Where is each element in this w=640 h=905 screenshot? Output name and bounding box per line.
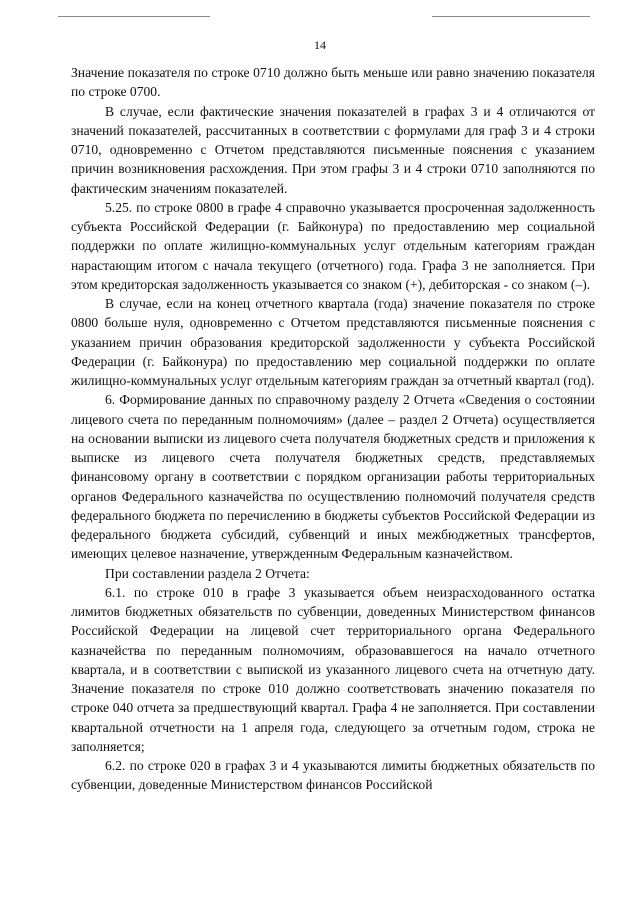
scan-edge-line-right [432, 16, 590, 17]
paragraph-0800-explanation: В случае, если на конец отчетного квартала (года) значение показателя по строке 0800 больше нуля, одновременно с Отчетом представляются письменные пояснения с указанием причин образования кредиторской задолженности у субъекта Российской Федерации (г. Байконура) по предоставлению мер социальной поддержки по оплате жилищно-коммунальных услуг отдельным категориям граждан за отчетный квартал (год). [71, 296, 595, 388]
paragraph-6-1: 6.1. по строке 010 в графе 3 указывается объем неизрасходованного остатка лимитов бюджетных обязательств по субвенции, доведенных Министерством финансов Российской Федерации на лицевой счет территориального органа Федерального казначейства по переданным полномочиям, образовавшегося на начало отчетного квартала, и в соответствии с выпиской из указанного лицевого счета на отчетную дату. Значение показателя по строке 010 должно соответствовать значению показателя по строке 040 отчета за предшествующий квартал. Графа 4 не заполняется. При составлении квартальной отчетности на 1 апреля года, следующего за отчетным годом, строка не заполняется; [71, 584, 595, 754]
paragraph-6: 6. Формирование данных по справочному разделу 2 Отчета «Сведения о состоянии лицевого счета по переданным полномочиям» (далее – раздел 2 Отчета) осуществляется на основании выписки из лицевого счета получателя бюджетных средств и приложения к выписке из лицевого счета получателя бюджетных средств, представляемых финансовому органу в соответствии с порядком организации работы территориальных органов Федерального казначейства по осуществлению полномочий получателя средств федерального бюджета по перечислению в бюджеты субъектов Российской Федерации из федерального бюджета субсидий, субвенций и иных межбюджетных трансфертов, имеющих целевое назначение, утвержденным Федеральным казначейством. [71, 392, 595, 562]
paragraph-section2-intro: При составлении раздела 2 Отчета: [105, 565, 310, 581]
document-body [71, 63, 595, 795]
page-number: 14 [314, 38, 326, 52]
paragraph-0700-continuation: Значение показателя по строке 0710 должно быть меньше или равно значению показателя по строке 0700. [71, 65, 595, 100]
scan-edge-line-left [58, 16, 210, 17]
paragraph-6-2: 6.2. по строке 020 в графах 3 и 4 указываются лимиты бюджетных обязательств по субвенции, доведенные Министерством финансов Российской [71, 758, 595, 793]
paragraph-0710-discrepancy: В случае, если фактические значения показателей в графах 3 и 4 отличаются от значений показателей, рассчитанных в соответствии с формулами для граф 3 и 4 строки 0710, одновременно с Отчетом представляются письменные пояснения с указанием причин возникновения расхождения. При этом графы 3 и 4 строки 0710 заполняются по фактическим значениям показателей. [71, 103, 595, 196]
paragraph-5-25: 5.25. по строке 0800 в графе 4 справочно указывается просроченная задолженность субъекта Российской Федерации (г. Байконура) по предоставлению мер социальной поддержки по оплате жилищно-коммунальных услуг отдельным категориям граждан нарастающим итогом с начала текущего (отчетного) года. Графа 3 не заполняется. При этом кредиторская задолженность указывается со знаком (+), дебиторская - со знаком (–). [71, 199, 595, 292]
